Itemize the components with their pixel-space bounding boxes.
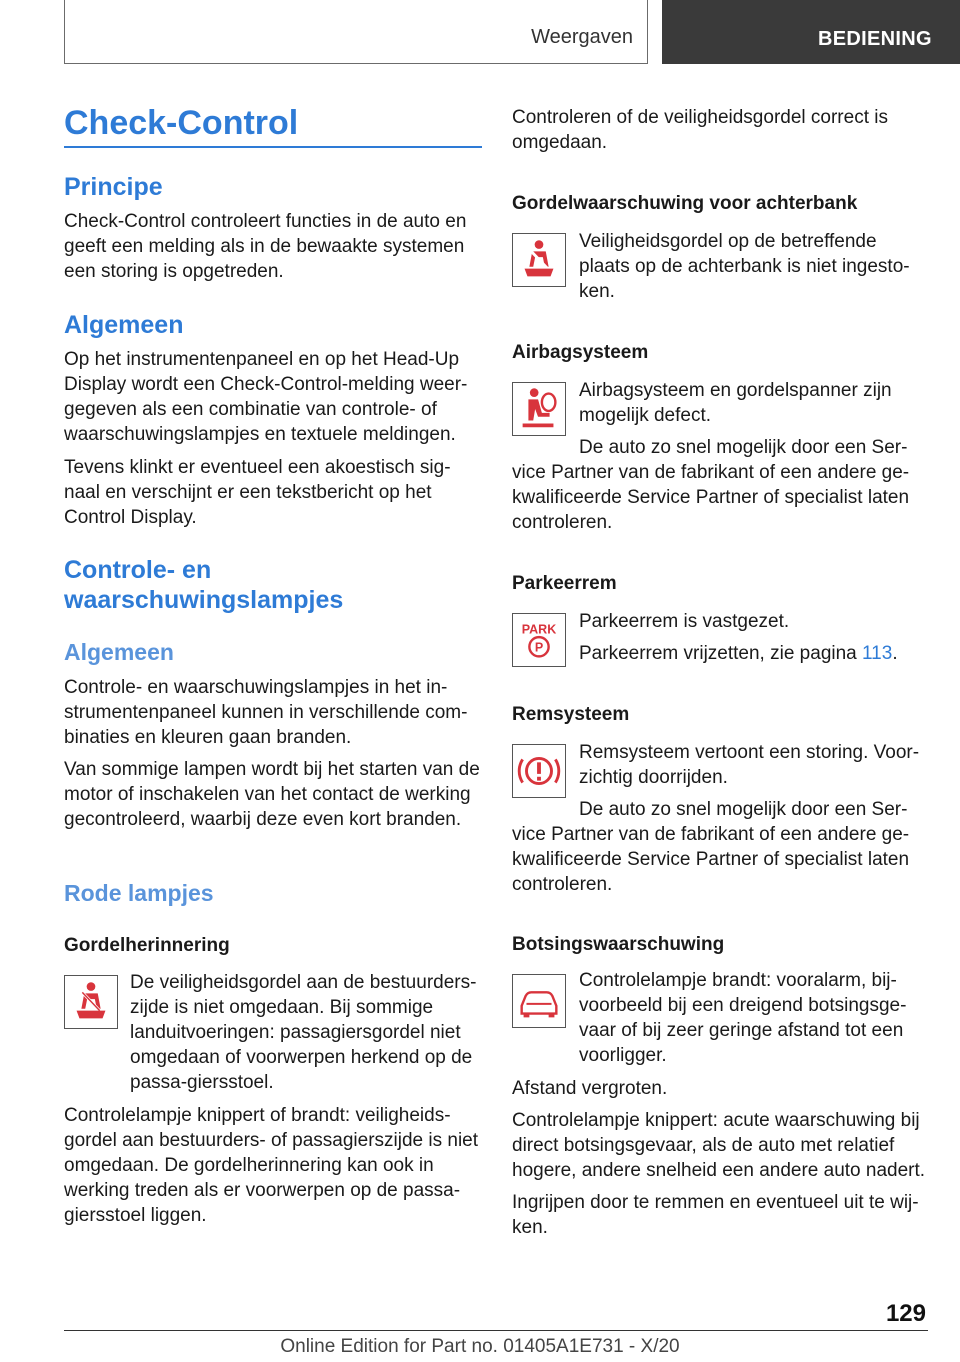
gordel-text-2: Controlelampje knippert of brandt: veiligheids-gordel aan bestuurders- of passagierszijde is niet omgedaan. De gordelherinnering kan ook in werking treden als er voorwerpen op de passa-giersstoel liggen.	[64, 1105, 479, 1226]
botsing-text-2: Afstand vergroten.	[512, 1078, 668, 1099]
header-section[interactable]: BEDIENING	[818, 28, 932, 50]
intro-text: Controleren of de veiligheidsgordel correct is omgedaan.	[512, 107, 888, 153]
airbag-icon	[512, 382, 566, 436]
parkeerrem-text-2	[579, 641, 926, 666]
parkeerrem-heading: Parkeerrem	[512, 573, 617, 594]
algemeen2-text-2: Van sommige lampen wordt bij het starten van de motor of inschakelen van het contact de werking gecontroleerd, waarbij deze even kort branden.	[64, 759, 480, 830]
brake-warning-icon	[512, 744, 566, 798]
botsing-heading: Botsingswaarschuwing	[512, 934, 725, 955]
page-title: Check-Control	[64, 104, 299, 142]
remsysteem-text-1: Remsysteem vertoont een storing. Voor-zichtig doorrijden.	[579, 742, 920, 788]
park-label: PARK	[521, 622, 557, 637]
remsysteem-heading: Remsysteem	[512, 704, 630, 725]
footer-edition: Online Edition for Part no. 01405A1E731 - X/20	[280, 1336, 680, 1357]
remsysteem-text-2: De auto zo snel mogelijk door een Ser-vice Partner van de fabrikant of een andere ge-kwalificeerde Service Partner of specialist laten controleren.	[512, 799, 910, 895]
botsing-text-1: Controlelampje brandt: vooralarm, bij-voorbeeld bij een dreigend botsingsge-vaar of bij zeer geringe afstand tot een voorligger.	[579, 970, 907, 1066]
lampjes-heading-line1: Controle- en	[64, 556, 212, 584]
botsing-text-4: Ingrijpen door te remmen en eventueel uit te wij-ken.	[512, 1192, 919, 1238]
park-brake-icon	[512, 613, 566, 667]
airbag-heading: Airbagsysteem	[512, 342, 649, 363]
rode-lampjes-heading: Rode lampjes	[64, 880, 214, 906]
rear-seatbelt-icon	[512, 233, 566, 287]
gordel-text-1: De veiligheidsgordel aan de bestuurders-zijde is niet omgedaan. Bij sommige landuitvoeringen: passagiersgordel niet omgedaan of voorwerpen herkend op de passa-giersstoel.	[130, 972, 477, 1093]
gordel-heading: Gordelherinnering	[64, 935, 230, 956]
airbag-text-2: De auto zo snel mogelijk door een Ser-vice Partner van de fabrikant of een andere ge-kwalificeerde Service Partner of specialist laten controleren.	[512, 437, 910, 533]
principe-text: Check-Control controleert functies in de auto en geeft een melding als in de bewaakte systemen een storing is opgetreden.	[64, 211, 467, 282]
collision-warning-icon	[512, 974, 566, 1028]
achterbank-text: Veiligheidsgordel op de betreffende plaats op de achterbank is niet ingesto-ken.	[579, 231, 910, 302]
lampjes-heading-line2: waarschuwingslampjes	[64, 586, 344, 614]
parkeerrem-text-2-label: Parkeerrem vrijzetten, zie pagina	[579, 643, 863, 664]
airbag-text-1: Airbagsysteem en gordelspanner zijn mogelijk defect.	[579, 380, 892, 426]
achterbank-heading: Gordelwaarschuwing voor achterbank	[512, 193, 858, 214]
botsing-text-3: Controlelampje knippert: acute waarschuwing bij direct botsingsgevaar, als de auto met relatief hogere, andere snelheid een andere auto nadert.	[512, 1110, 926, 1181]
algemeen-heading: Algemeen	[64, 311, 184, 339]
seatbelt-warning-icon	[64, 975, 118, 1029]
header-tab-box	[64, 0, 648, 64]
parkeerrem-text-2-dot: .	[892, 643, 898, 664]
algemeen-text-1: Op het instrumentenpaneel en op het Head-Up Display wordt een Check-Control-melding weer-gegeven als een combinatie van controle- of waarschuwingslampjes en textuele meldingen.	[64, 349, 468, 445]
page-link-113[interactable]: 113	[862, 643, 893, 664]
algemeen2-text-1: Controle- en waarschuwingslampjes in het in-strumentenpaneel kunnen in verschillende com-binaties en kleuren gaan branden.	[64, 677, 468, 748]
parkeerrem-text-1: Parkeerrem is vastgezet.	[579, 611, 790, 632]
algemeen2-heading: Algemeen	[64, 639, 174, 665]
page-number: 129	[885, 1300, 926, 1327]
principe-heading: Principe	[64, 173, 163, 201]
title-rule	[64, 146, 482, 148]
header-section-box	[662, 0, 960, 64]
svg-text:P: P	[534, 640, 544, 655]
algemeen-text-2: Tevens klinkt er eventueel een akoestisch sig-naal en verschijnt er een tekstbericht op het Control Display.	[64, 457, 451, 528]
header-tab[interactable]: Weergaven	[531, 26, 633, 48]
footer-rule	[64, 1330, 928, 1331]
